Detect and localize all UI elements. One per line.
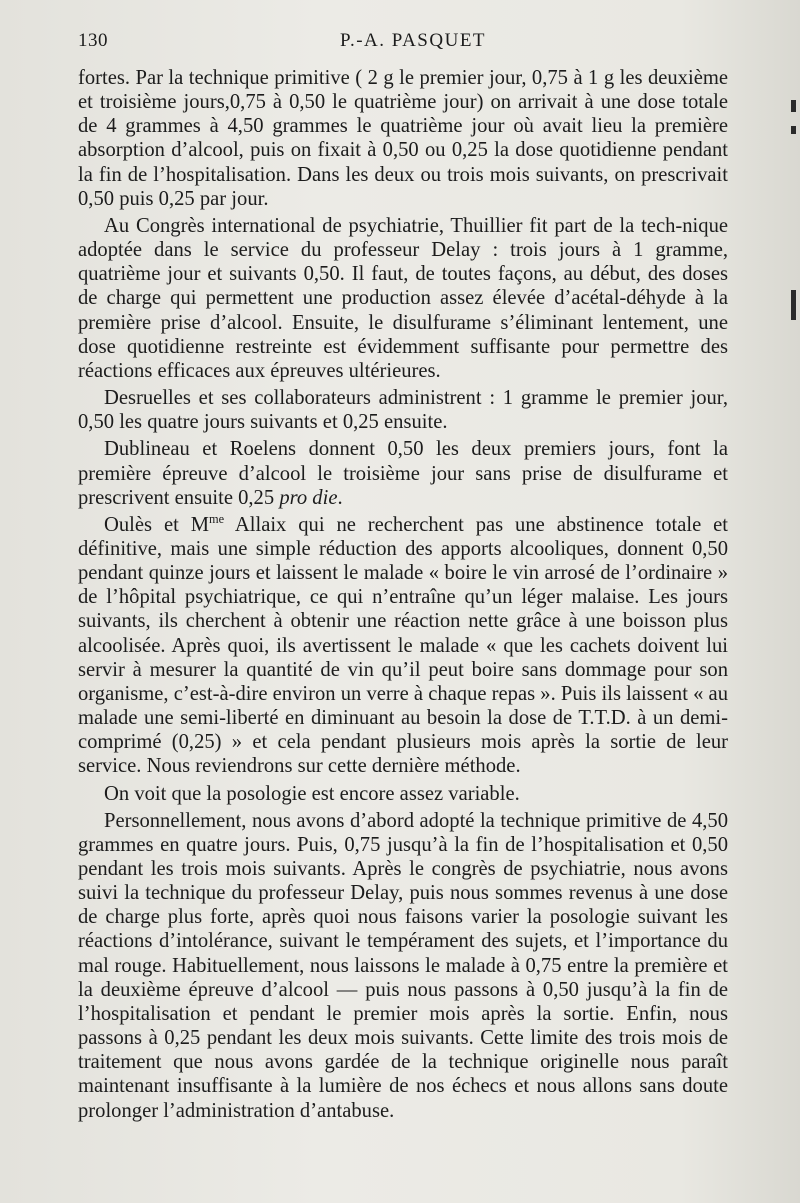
page-number: 130	[78, 30, 108, 51]
paragraph-posologie: On voit que la posologie est encore assez variable.	[104, 782, 520, 805]
margin-mark	[791, 126, 796, 134]
paragraph-text: Dublineau et Roelens donnent 0,50 les deux premiers jours, font la première épreuve d’alcool le troisième jour sans prise de disulfurame et prescrivent ensuite 0,25	[78, 438, 728, 509]
running-title: P.-A. PASQUET	[340, 30, 487, 51]
margin-marks	[790, 90, 796, 330]
paragraph-dublineau	[78, 437, 728, 509]
paragraph-text: Oulès et M	[104, 513, 210, 536]
paragraph-oules	[78, 513, 728, 779]
margin-mark	[791, 100, 796, 112]
paragraph-desruelles: Desruelles et ses collaborateurs administrent : 1 gramme le premier jour, 0,50 les quatre jours suivants et 0,25 ensuite.	[78, 387, 728, 434]
paragraph-text-end: .	[337, 486, 343, 509]
body-text	[78, 66, 728, 1126]
page-header	[78, 30, 728, 54]
superscript-abbreviation: me	[209, 511, 225, 526]
margin-mark	[791, 290, 796, 320]
paragraph-text-rest: Allaix qui ne recherchent pas une abstinence totale et définitive, mais une simple réduction des apports alcooliques, donnent 0,50 pendant quinze jours et laissent le malade « boire le vin arrosé de l’ordinaire » de l’hôpital psychiatrique, ce qui n’entraîne qu’un léger malaise. Les jours suivants, ils cherchent à obtenir une réaction nette grâce à une boisson plus alcoolisée. Après quoi, ils avertissent le malade « que les cachets doivent lui servir à mesurer la quantité de vin qu’il peut boire sans dommage pour son organisme, c’est-à-dire environ un verre à chaque repas ». Puis ils laissent « au malade une semi-liberté en diminuant au besoin la dose de T.T.D. à un demi-comprimé (0,25) » et cela pendant plusieurs mois après la sortie de leur service. Nous reviendrons sur cette dernière méthode.	[78, 513, 728, 778]
paragraph-continuation: fortes. Par la technique primitive ( 2 g le premier jour, 0,75 à 1 g les deuxième et troisième jours,0,75 à 0,50 le quatrième jour) on arrivait à une dose totale de 4 grammes à 4,50 grammes le quatrième jour où avait lieu la première absorption d’alcool, puis on fixait à 0,50 ou 0,25 la dose quotidienne pendant la fin de l’hospitalisation. Dans les deux ou trois mois suivants, on prescrivait 0,50 puis 0,25 par jour.	[78, 67, 728, 210]
paragraph-thuillier: Au Congrès international de psychiatrie, Thuillier fit part de la tech-nique adoptée dans le service du professeur Delay : trois jours à 1 gramme, quatrième jour et suivants 0,50. Il faut, de toutes façons, au début, des doses de charge qui permettent une production assez élevée d’acétal-déhyde à la première prise d’alcool. Ensuite, le disulfurame s’éliminant lentement, une dose quotidienne restreinte est évidemment suffisante pour permettre des réactions efficaces aux épreuves ultérieures.	[78, 214, 728, 382]
paragraph-personnellement: Personnellement, nous avons d’abord adopté la technique primitive de 4,50 grammes en quatre jours. Puis, 0,75 jusqu’à la fin de l’hospitalisation et 0,50 pendant les trois mois suivants. Après le congrès de psychiatrie, nous avons suivi la technique du professeur Delay, puis nous sommes revenus à une dose de charge plus forte, après quoi nous faisons varier la posologie suivant les réactions d’intolérance, suivant le tempérament des sujets, et l’importance du mal rouge. Habituellement, nous laissons le malade à 0,75 entre la première et la deuxième épreuve d’alcool — puis nous passons à 0,50 jusqu’à la fin de l’hospitalisation et pendant le premier mois après la sortie. Enfin, nous passons à 0,25 pendant les deux mois suivants. Cette limite des trois mois de traitement que nous avons gardée de la technique originelle nous paraît maintenant insuffisante à la lumière de nos échecs et nous allons sans doute prolonger l’administration d’antabuse.	[78, 809, 728, 1122]
italic-phrase: pro die	[279, 486, 338, 509]
